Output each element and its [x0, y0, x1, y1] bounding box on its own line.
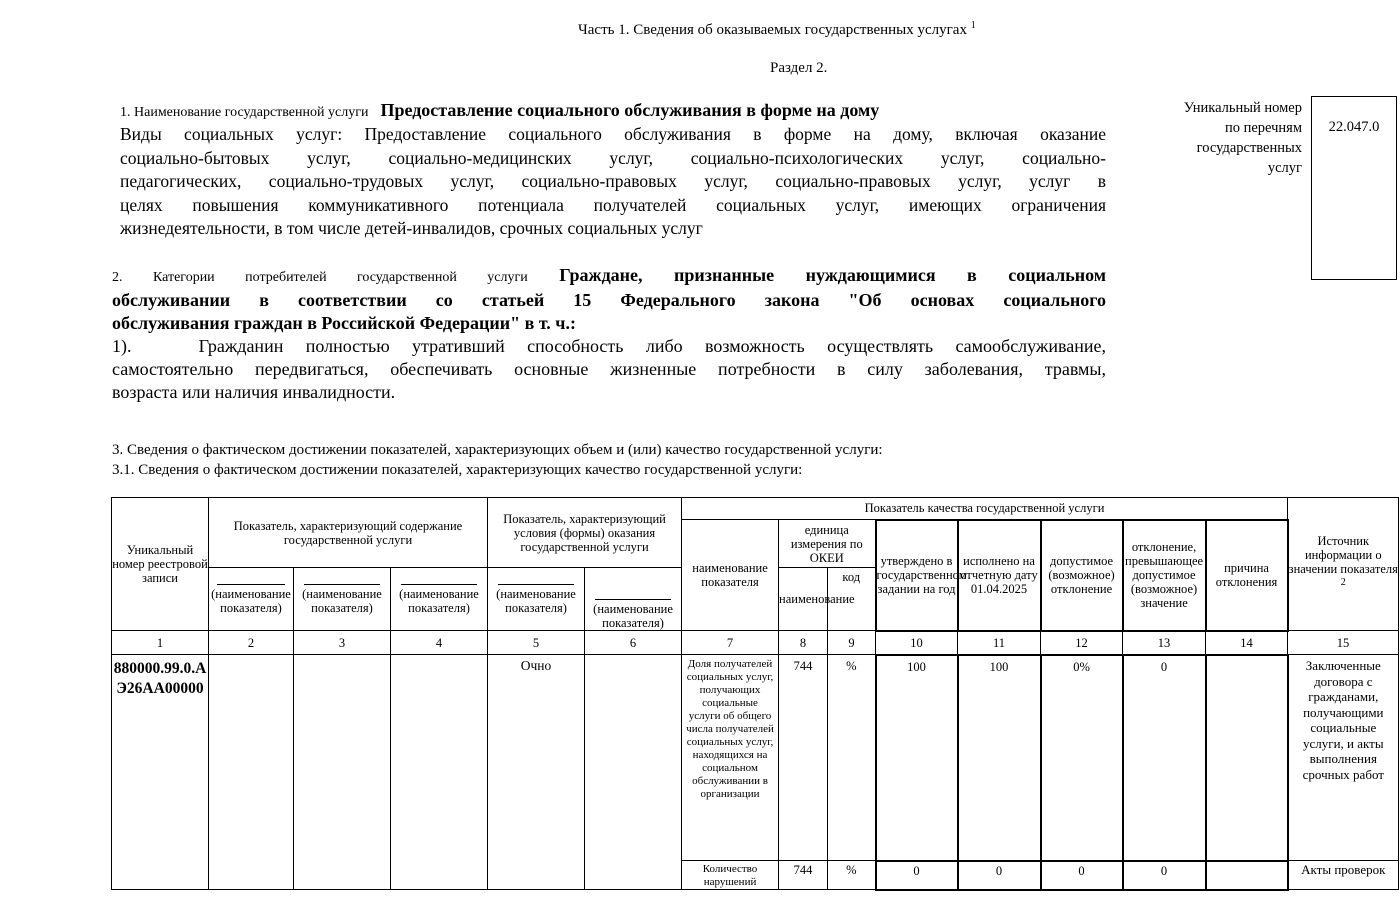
- header-unit-code: код: [828, 568, 876, 631]
- section3-heading: [112, 440, 883, 480]
- approved-cell: 100: [876, 655, 958, 861]
- table-row: [112, 655, 1399, 861]
- allowed-deviation-cell: 0: [1041, 861, 1123, 890]
- service-types-line: жизнедеятельности, в том числе детей-инвалидов, срочных социальных услуг: [120, 218, 703, 238]
- unique-number-label-line: государственных: [1196, 140, 1302, 156]
- deviation-reason-cell: [1206, 861, 1288, 890]
- conditions-value-1: Очно: [488, 655, 585, 890]
- unique-number-box: 22.047.0: [1311, 96, 1397, 280]
- header-content-indicator: Показатель, характеризующий содержание государственной услуги: [209, 498, 488, 568]
- header-indicator-name: наименование показателя: [682, 520, 779, 631]
- categories-first-line: [112, 264, 1106, 289]
- header-conditions-indicator: Показатель, характеризующий условия (формы) оказания государственной услуги: [488, 498, 682, 568]
- reg-number-cell: [112, 655, 209, 890]
- header-unit: единица измерения по ОКЕИ: [779, 520, 876, 568]
- service-types-line: Виды социальных услуг: Предоставление социального обслуживания в форме на дому, включая оказание: [120, 124, 1106, 144]
- column-number: 9: [828, 631, 876, 655]
- part-title-text: Часть 1. Сведения об оказываемых государственных услугах: [578, 22, 967, 38]
- indicator-name-cell: Количество нарушений: [682, 861, 779, 890]
- approved-cell: 0: [876, 861, 958, 890]
- unique-number-label-line: по перечням: [1224, 120, 1302, 136]
- source-cell: Заключенные договора с гражданами, получающими социальные услуги, и акты выполнения срочных работ: [1288, 655, 1399, 861]
- column-number: 7: [682, 631, 779, 655]
- header-source: [1288, 498, 1399, 631]
- unique-number-label-line: Уникальный номер: [1183, 100, 1302, 116]
- categories-bold-text: Граждане, признанные нуждающимися в социальном: [559, 265, 1106, 285]
- column-number: 14: [1206, 631, 1288, 655]
- header-quality-indicator: Показатель качества государственной услуги: [682, 498, 1288, 520]
- column-number: 3: [294, 631, 391, 655]
- excess-deviation-cell: 0: [1123, 861, 1206, 890]
- subheader-label: (наименование показателя): [302, 586, 382, 615]
- categories-label: 2. Категории потребителей государственной услуги: [112, 270, 528, 285]
- section3-line1: 3. Сведения о фактическом достижении показателей, характеризующих объем и (или) качество государственной услуги:: [112, 442, 883, 458]
- service-types-line: педагогических, социально-трудовых услуг, социально-правовых услуг, социально-правовых услуг, услуг в: [120, 171, 1106, 191]
- column-number: 12: [1041, 631, 1123, 655]
- service-name-label: 1. Наименование государственной услуги: [120, 105, 369, 120]
- service-types-line: целях повышения коммуникативного потенциала получателей социальных услуг, имеющих ограничения: [120, 194, 1106, 215]
- column-number: 2: [209, 631, 294, 655]
- service-name-value: Предоставление социального обслуживания в форме на дому: [380, 100, 880, 120]
- subheader-conditions-1: [488, 568, 585, 631]
- column-number: 4: [391, 631, 488, 655]
- service-block: [120, 100, 1106, 241]
- unit-name-cell: %: [828, 655, 876, 861]
- subheader-label: (наименование показателя): [496, 586, 576, 615]
- section-title: Раздел 2.: [770, 60, 828, 76]
- categories-plain-line: 1). Гражданин полностью утративший способность либо возможность осуществлять самообслуживание,: [112, 336, 1106, 356]
- content-value-3: [391, 655, 488, 890]
- header-excess-deviation: отклонение, превышающее допустимое (возможное) значение: [1123, 520, 1206, 631]
- service-name-line: [120, 100, 1106, 121]
- unit-name-cell: %: [828, 861, 876, 890]
- column-number-row: [112, 631, 1399, 655]
- subheader-label: (наименование показателя): [593, 602, 673, 630]
- header-unit-name: наименование: [779, 568, 828, 631]
- header-reg-number: Уникальный номер реестровой записи: [112, 498, 209, 631]
- categories-bold-line: обслуживания граждан в Российской Федерации" в т. ч.:: [112, 313, 576, 333]
- part-title: [578, 20, 976, 39]
- service-types-text: [120, 123, 1106, 241]
- categories-plain-line: возраста или наличия инвалидности.: [112, 382, 396, 402]
- column-number: 13: [1123, 631, 1206, 655]
- subheader-content-2: [294, 568, 391, 631]
- categories-plain-line: самостоятельно передвигаться, обеспечивать основные жизненные потребности в силу заболевания, травмы,: [112, 359, 1106, 379]
- column-number: 10: [876, 631, 958, 655]
- unit-code-cell: 744: [779, 861, 828, 890]
- service-types-line: социально-бытовых услуг, социально-медицинских услуг, социально-психологических услуг, социально-: [120, 147, 1106, 168]
- header-source-text: Источник информации о значении показателя: [1288, 534, 1398, 577]
- quality-indicators-table: [111, 497, 1399, 891]
- column-number: 6: [585, 631, 682, 655]
- deviation-reason-cell: [1206, 655, 1288, 861]
- unit-code-cell: 744: [779, 655, 828, 861]
- header-executed: исполнено на отчетную дату 01.04.2025: [958, 520, 1041, 631]
- conditions-value-2: [585, 655, 682, 890]
- executed-cell: 100: [958, 655, 1041, 861]
- reg-number-value: 880000.99.0.АЭ26АА00000: [113, 660, 207, 697]
- indicator-name-cell: Доля получателей социальных услуг, получающих социальные услуги об общего числа получателей социальных услуг, находящихся на социальном обслуживании в организации: [682, 655, 779, 861]
- source-cell: Акты проверок: [1288, 861, 1399, 890]
- content-value-1: [209, 655, 294, 890]
- header-approved: утверждено в государственном задании на год: [876, 520, 958, 631]
- subheader-label: (наименование показателя): [211, 586, 291, 615]
- content-value-2: [294, 655, 391, 890]
- column-number: 8: [779, 631, 828, 655]
- part-footnote-mark: 1: [970, 20, 976, 31]
- subheader-content-1: [209, 568, 294, 631]
- subheader-conditions-2: [585, 568, 682, 631]
- unique-number-label-line: услуг: [1267, 160, 1302, 176]
- allowed-deviation-cell: 0%: [1041, 655, 1123, 861]
- executed-cell: 0: [958, 861, 1041, 890]
- header-deviation-reason: причина отклонения: [1206, 520, 1288, 631]
- column-number: 15: [1288, 631, 1399, 655]
- subheader-label: (наименование показателя): [399, 586, 479, 615]
- categories-bold-line: обслуживании в соответствии со статьей 15 Федерального закона "Об основах социального: [112, 290, 1106, 310]
- column-number: 1: [112, 631, 209, 655]
- header-allowed-deviation: допустимое (возможное) отклонение: [1041, 520, 1123, 631]
- unique-number-label: [1140, 98, 1302, 178]
- excess-deviation-cell: 0: [1123, 655, 1206, 861]
- subheader-content-3: [391, 568, 488, 631]
- column-number: 5: [488, 631, 585, 655]
- header-source-footnote: 2: [1340, 577, 1346, 589]
- column-number: 11: [958, 631, 1041, 655]
- section3-line2: 3.1. Сведения о фактическом достижении показателей, характеризующих качество государственной услуги:: [112, 462, 803, 478]
- categories-block: [112, 264, 1106, 404]
